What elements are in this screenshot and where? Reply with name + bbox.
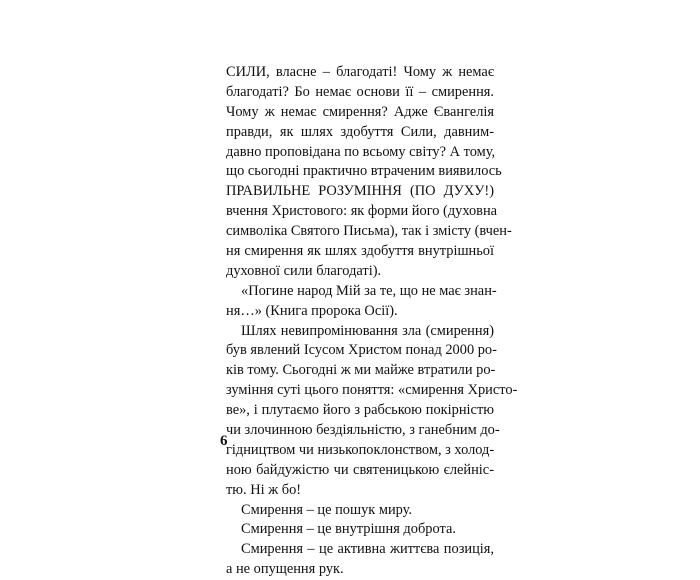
text-line: давно проповідана по всьому світу? А тому, (226, 143, 496, 160)
text-line: благодаті? Бо немає основи її – смирення. (226, 83, 494, 100)
text-line: Смирення – це внутрішня доброта. (241, 521, 456, 538)
page-number: 6 (220, 433, 228, 449)
text-line: був явлений Ісусом Христом понад 2000 ро- (226, 342, 497, 359)
text-line: правди, як шлях здобуття Сили, давним- (226, 123, 494, 140)
text-line: духовної сили благодаті). (226, 262, 382, 279)
text-line: Смирення – це активна життєва позиція, (241, 541, 494, 558)
text-line: а не опущення рук. (226, 561, 344, 578)
body-text (226, 63, 518, 580)
text-line: символіка Святого Письма), так і змісту (вчен- (226, 223, 512, 240)
text-line: чи злочинною бездіяльністю, з ганебним до- (226, 422, 500, 439)
emphasis-line: ПРАВИЛЬНЕ РОЗУМІННЯ (ПО ДУХУ!) (226, 183, 494, 200)
text-line: СИЛИ, власне – благодаті! Чому ж немає (226, 64, 494, 80)
text-line: ня смирення як шлях здобуття внутрішньої (226, 243, 494, 260)
text-line: вчення Христового: як форми його (духовна (226, 203, 498, 220)
quote-line: ня…» (Книга пророка Осії). (226, 302, 398, 319)
quote-line: «Погине народ Мій за те, що не має знан- (241, 282, 497, 299)
text-line: Смирення – це пошук миру. (241, 501, 413, 518)
text-line: ною байдужістю чи святеницькою єлейніс- (226, 461, 494, 478)
text-line: ве», і плутаємо його з рабською покірністю (226, 402, 494, 419)
text-line: гідництвом чи низькопоклонством, з холод- (226, 441, 495, 458)
text-line: що сьогодні практично втраченим виявилось (226, 163, 502, 180)
text-line: Чому ж немає смирення? Адже Євангелія (226, 103, 494, 120)
text-line: тю. Ні ж бо! (226, 481, 302, 498)
text-line: ків тому. Сьогодні ж ми майже втратили ро- (226, 362, 496, 379)
text-line: зуміння суті цього поняття: «смирення Христо- (226, 382, 518, 399)
text-line: Шлях невипромінювання зла (смирення) (241, 322, 494, 339)
